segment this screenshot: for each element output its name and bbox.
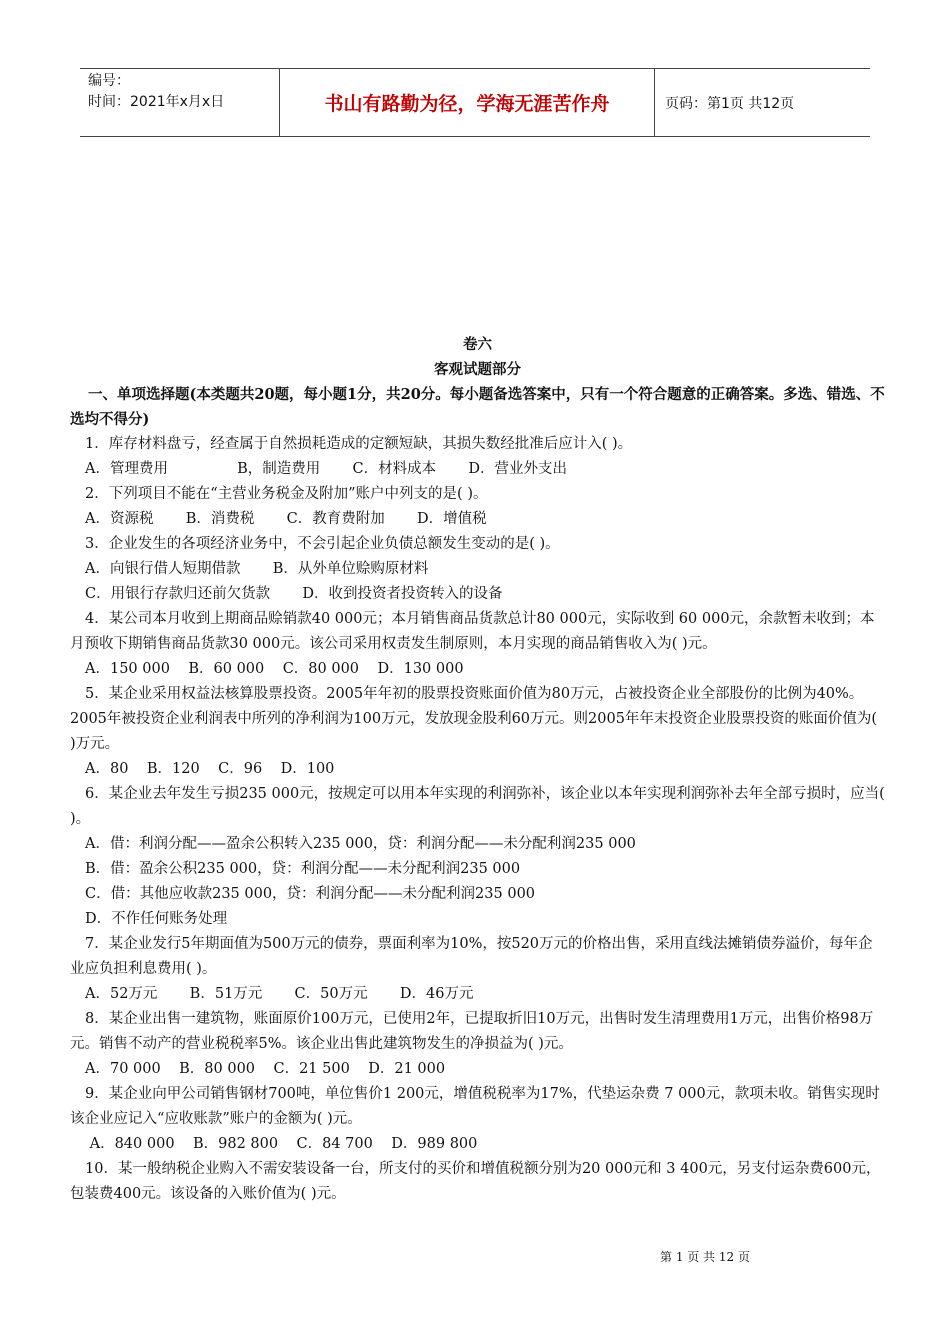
question-options: D．不作任何账务处理 (85, 911, 228, 927)
question-text: 8．某企业出售一建筑物，账面原价100万元，已使用2年，已提取折旧10万元，出售时发生清理费用1万元，出售价格98万元。销售不动产的营业税税率5%。该企业出售此建筑物发生的净损益为( )元。 (70, 1011, 874, 1052)
question-text: 1．库存材料盘亏，经查属于自然损耗造成的定额短缺，其损失数经批准后应计入( )。 (85, 436, 633, 452)
page-footer: 第 1 页 共 12 页 (660, 1250, 750, 1264)
question-text: 7．某企业发行5年期面值为500万元的债券，票面利率为10%，按520万元的价格出售，采用直线法摊销债券溢价，每年企业应负担利息费用( )。 (70, 936, 873, 977)
question-text: 10．某一般纳税企业购入不需安装设备一台，所支付的买价和增值税额分别为20 000元和 3 400元，另支付运杂费600元，包装费400元。该设备的入账价值为( )元。 (70, 1161, 881, 1202)
question-list (70, 432, 885, 1207)
number-label: 编号： (88, 73, 130, 89)
question-text: 2．下列项目不能在“主营业务税金及附加”账户中列支的是( )。 (85, 486, 488, 502)
question-options: C．借：其他应收款235 000，贷：利润分配——未分配利润235 000 (85, 886, 536, 902)
question-text: 4．某公司本月收到上期商品赊销款40 000元；本月销售商品货款总计80 000元，实际收到 60 000元，余款暂未收到；本月预收下期销售商品货款30 000元。该公司采用权责发生制原则，本月实现的商品销售收入为( )元。 (70, 611, 875, 652)
question-text: 9．某企业向甲公司销售钢材700吨，单位售价1 200元，增值税税率为17%，代垫运杂费 7 000元，款项未收。销售实现时该企业应记入“应收账款”账户的金额为( )元。 (70, 1086, 880, 1127)
section-heading: 一、单项选择题(本类题共20题，每小题1分，共20分。每小题备选答案中，只有一个符合题意的正确答案。多选、错选、不选均不得分) (70, 386, 885, 428)
question-options: A．52万元 B．51万元 C．50万元 D．46万元 (85, 986, 474, 1002)
header-meta (80, 69, 280, 136)
document-body (70, 332, 885, 1207)
question-options: A．70 000 B．80 000 C．21 500 D．21 000 (85, 1061, 446, 1077)
doc-title: 卷六 (463, 336, 492, 353)
question-options: A．借：利润分配——盈余公积转入235 000，贷：利润分配——未分配利润235 000 (85, 836, 636, 852)
header-motto: 书山有路勤为径，学海无涯苦作舟 (280, 69, 655, 136)
header-page-info: 页码：第1页 共12页 (665, 95, 795, 112)
question-options: A．80 B．120 C．96 D．100 (85, 761, 335, 777)
question-options: C．用银行存款归还前欠货款 D．收到投资者投资转入的设备 (85, 586, 503, 602)
question-text: 6．某企业去年发生亏损235 000元，按规定可以用本年实现的利润弥补，该企业以本年实现利润弥补去年全部亏损时，应当( )。 (70, 786, 885, 827)
time-label: 时间：2021年x月x日 (88, 94, 225, 110)
question-text: 3．企业发生的各项经济业务中，不会引起企业负债总额发生变动的是( )。 (85, 536, 560, 552)
question-options: A．150 000 B．60 000 C．80 000 D．130 000 (85, 661, 464, 677)
question-options: A．向银行借人短期借款 B．从外单位赊购原材料 (85, 561, 429, 577)
question-text: 5．某企业采用权益法核算股票投资。2005年年初的股票投资账面价值为80万元，占被投资企业全部股份的比例为40%。2005年被投资企业利润表中所列的净利润为100万元，发放现金股利60万元。则2005年年末投资企业股票投资的账面价值为( )万元。 (70, 686, 878, 752)
question-options: A．管理费用 B，制造费用 C．材料成本 D．营业外支出 (85, 461, 568, 477)
question-options: B．借：盈余公积235 000，贷：利润分配——未分配利润235 000 (85, 861, 521, 877)
doc-subtitle: 客观试题部分 (434, 361, 521, 378)
page-header (80, 68, 870, 137)
question-options: A．840 000 B．982 800 C．84 700 D．989 800 (85, 1136, 478, 1152)
question-options: A．资源税 B．消费税 C．教育费附加 D．增值税 (85, 511, 487, 527)
